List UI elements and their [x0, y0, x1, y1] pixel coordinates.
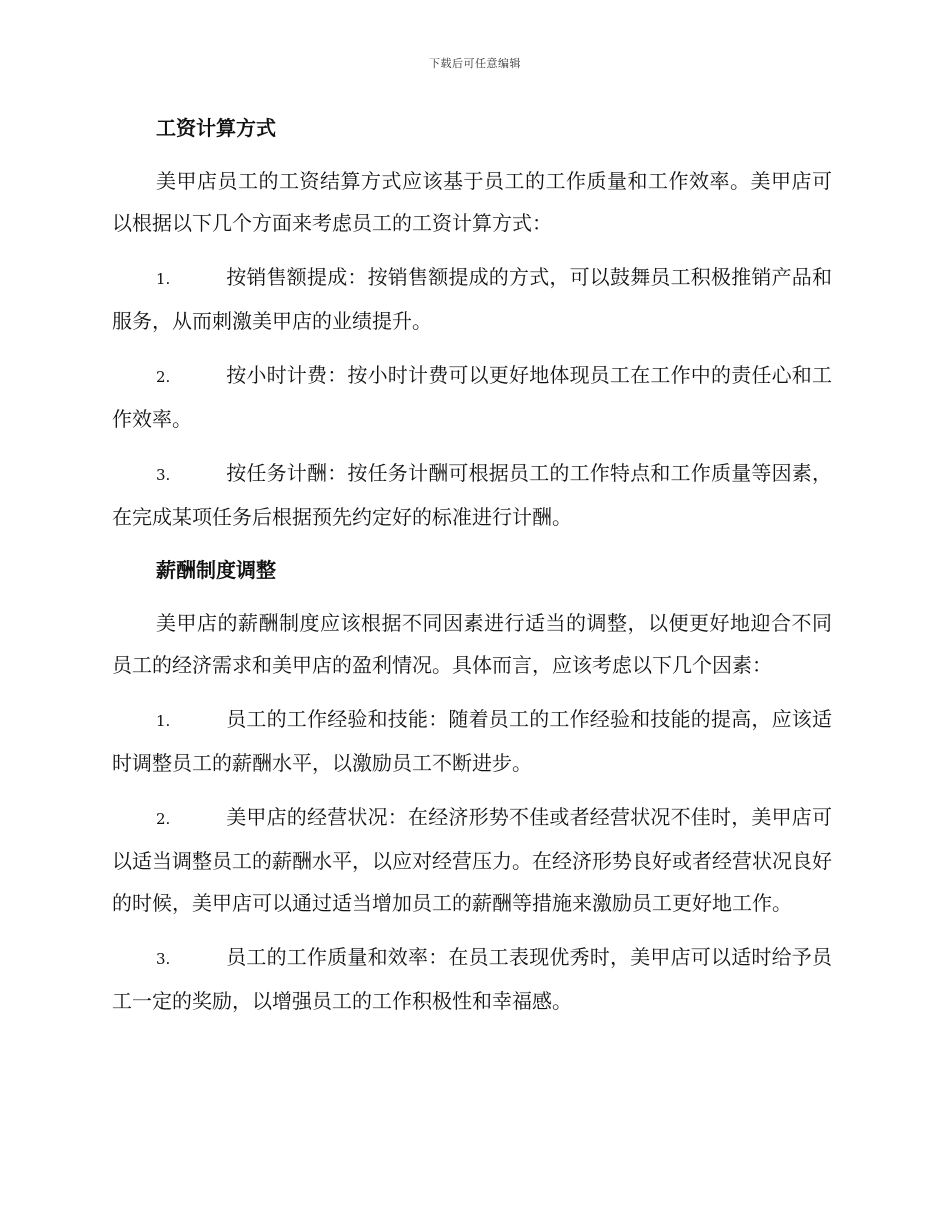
section-intro: 美甲店的薪酬制度应该根据不同因素进行适当的调整，以便更好地迎合不同员工的经济需求和美甲店的盈利情况。具体而言，应该考虑以下几个因素：: [112, 611, 832, 677]
list-number: 1.: [156, 712, 171, 730]
list-item: [112, 452, 832, 538]
list-number: 3.: [156, 466, 171, 484]
list-text: 员工的工作经验和技能：随着员工的工作经验和技能的提高，应该适时调整员工的薪酬水平，以激励员工不断进步。: [112, 707, 832, 775]
list-text: 按任务计酬：按任务计酬可根据员工的工作特点和工作质量等因素，在完成某项任务后根据预先约定好的标准进行计酬。: [112, 461, 832, 529]
section-intro: 美甲店员工的工资结算方式应该基于员工的工作质量和工作效率。美甲店可以根据以下几个方面来考虑员工的工资计算方式：: [112, 169, 832, 235]
section-heading: 薪酬制度调整: [156, 558, 276, 582]
list-item: [112, 936, 832, 1022]
section-salary-calculation: [112, 108, 832, 538]
section-heading: 工资计算方式: [156, 116, 276, 140]
list-text: 按销售额提成：按销售额提成的方式，可以鼓舞员工积极推销产品和服务，从而刺激美甲店的业绩提升。: [112, 265, 832, 333]
list-number: 3.: [156, 950, 171, 968]
list-text: 美甲店的经营状况：在经济形势不佳或者经营状况不佳时，美甲店可以适当调整员工的薪酬水平，以应对经营压力。在经济形势良好或者经营状况良好的时候，美甲店可以通过适当增加员工的薪酬等措施来激励员工更好地工作。: [112, 805, 832, 915]
header-note: 下载后可任意编辑: [429, 57, 521, 70]
list-text: 员工的工作质量和效率：在员工表现优秀时，美甲店可以适时给予员工一定的奖励，以增强员工的工作积极性和幸福感。: [112, 945, 832, 1013]
list-text: 按小时计费：按小时计费可以更好地体现员工在工作中的责任心和工作效率。: [112, 363, 832, 431]
list-item: [112, 256, 832, 342]
document-body: [112, 108, 832, 1034]
list-number: 2.: [156, 368, 171, 386]
list-item: [112, 796, 832, 924]
section-pay-adjustment: [112, 550, 832, 1022]
list-number: 1.: [156, 270, 171, 288]
list-number: 2.: [156, 810, 171, 828]
list-item: [112, 354, 832, 440]
list-item: [112, 698, 832, 784]
